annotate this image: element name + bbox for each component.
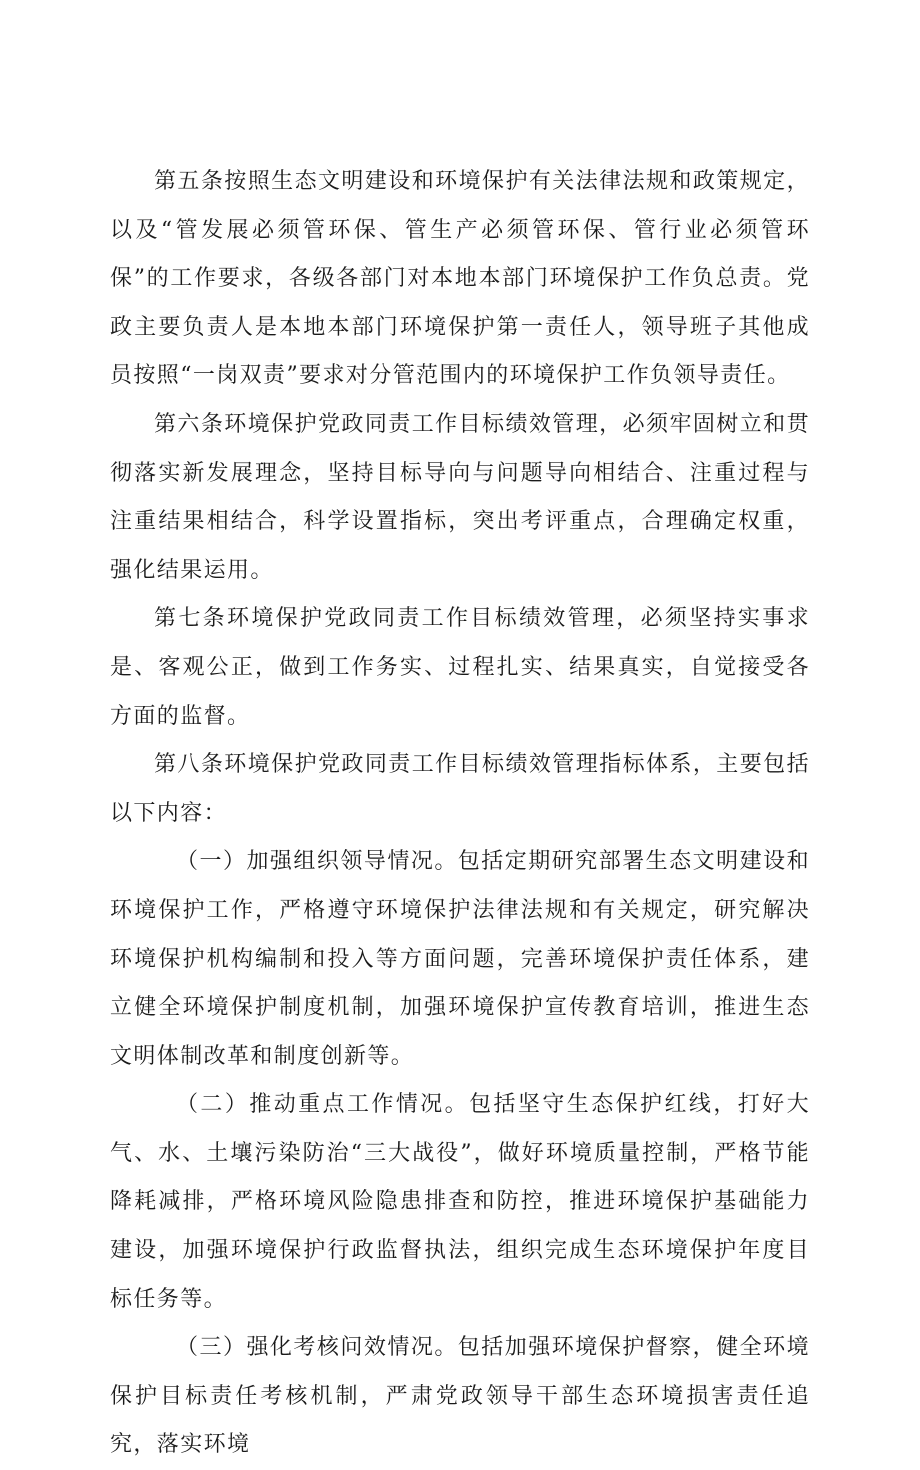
item-1-organization-leadership: （一）加强组织领导情况。包括定期研究部署生态文明建设和环境保护工作，严格遵守环境保护法律法规和有关规定，研究解决环境保护机构编制和投入等方面问题，完善环境保护责任体系，建立健全环境保护制度机制，加强环境保护宣传教育培训，推进生态文明体制改革和制度创新等。: [110, 849, 810, 1069]
article-7-paragraph: 第七条环境保护党政同责工作目标绩效管理，必须坚持实事求是、客观公正，做到工作务实、过程扎实、结果真实，自觉接受各方面的监督。: [110, 606, 810, 729]
document-body: [110, 158, 810, 1470]
item-2-key-work: （二）推动重点工作情况。包括坚守生态保护红线，打好大气、水、土壤污染防治“三大战役”，做好环境质量控制，严格节能降耗减排，严格环境风险隐患排查和防控，推进环境保护基础能力建设，加强环境保护行政监督执法，组织完成生态环境保护年度目标任务等。: [110, 1092, 810, 1312]
article-5-paragraph: 第五条按照生态文明建设和环境保护有关法律法规和政策规定，以及“管发展必须管环保、管生产必须管环保、管行业必须管环保”的工作要求，各级各部门对本地本部门环境保护工作负总责。党政主要负责人是本地本部门环境保护第一责任人，领导班子其他成员按照“一岗双责”要求对分管范围内的环境保护工作负领导责任。: [110, 169, 810, 389]
article-6-paragraph: 第六条环境保护党政同责工作目标绩效管理，必须牢固树立和贯彻落实新发展理念，坚持目标导向与问题导向相结合、注重过程与注重结果相结合，科学设置指标，突出考评重点，合理确定权重，强化结果运用。: [110, 411, 810, 583]
article-8-paragraph: 第八条环境保护党政同责工作目标绩效管理指标体系，主要包括以下内容：: [110, 752, 810, 826]
item-3-assessment-accountability: （三）强化考核问效情况。包括加强环境保护督察，健全环境保护目标责任考核机制，严肃党政领导干部生态环境损害责任追究，落实环境: [110, 1335, 810, 1458]
